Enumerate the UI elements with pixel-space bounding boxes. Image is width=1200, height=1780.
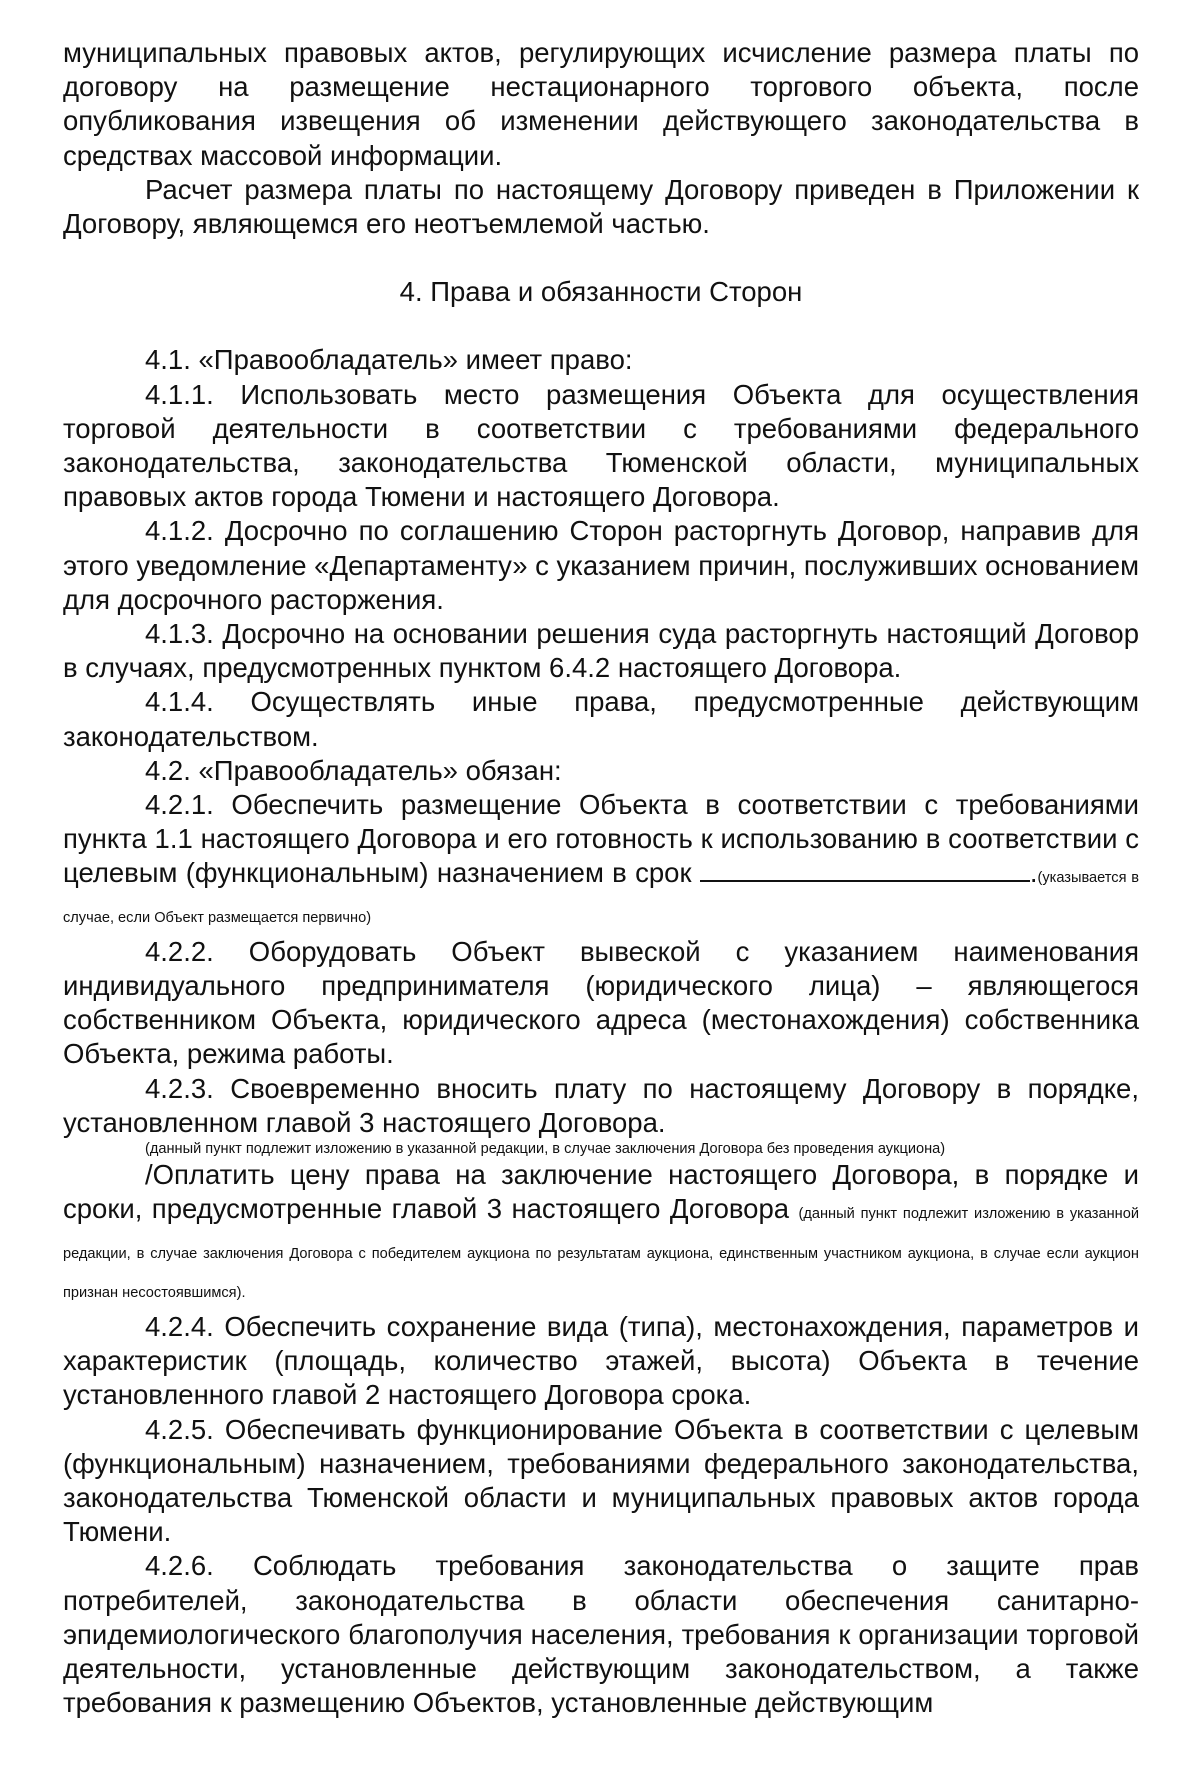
clause-4-1-3: 4.1.3. Досрочно на основании решения суда расторгнуть настоящий Договор в случаях, предусмотренных пунктом 6.4.2 настоящего Договора. bbox=[63, 618, 1139, 684]
clause-4-2-3-alt-note: (данный пункт подлежит изложению в указанной редакции, в случае заключения Договора с победителем аукциона по результатам аукциона, единственным участником аукциона, в случае если аукцион признан несостоявшимся). bbox=[63, 1206, 1139, 1301]
section-heading: 4. Права и обязанности Сторон bbox=[399, 276, 803, 308]
clause-4-2-3: 4.2.3. Своевременно вносить плату по настоящему Договору в порядке, установленном главой 3 настоящего Договора. bbox=[63, 1072, 1139, 1138]
document-page bbox=[63, 36, 1139, 1720]
clause-4-1: 4.1. «Правообладатель» имеет право: bbox=[145, 344, 633, 376]
clause-4-2-2: 4.2.2. Оборудовать Объект вывеской с указанием наименования индивидуального предпринимателя (юридического лица) – являющегося собственником Объекта, юридического адреса (местонахождения) собственника Объекта, режима работы. bbox=[63, 935, 1139, 1070]
clause-4-2-3-alternative bbox=[63, 1158, 1139, 1310]
clause-4-2-1-dot: . bbox=[1029, 857, 1038, 889]
clause-4-1-4: 4.1.4. Осуществлять иные права, предусмотренные действующим законодательством. bbox=[63, 686, 1139, 752]
clause-4-2-1-note: (указывается в случае, если Объект размещается первично) bbox=[63, 870, 1139, 926]
clause-4-1-2: 4.1.2. Досрочно по соглашению Сторон расторгнуть Договор, направив для этого уведомление «Департаменту» с указанием причин, послуживших основанием для досрочного расторжения. bbox=[63, 515, 1139, 615]
paragraph-payment-calculation: Расчет размера платы по настоящему Договору приведен в Приложении к Договору, являющемся его неотъемлемой частью. bbox=[63, 173, 1139, 240]
clause-4-2-5: 4.2.5. Обеспечивать функционирование Объекта в соответствии с целевым (функциональным) назначением, требованиями федерального законодательства, законодательства Тюменской области и муниципальных правовых актов города Тюмени. bbox=[63, 1413, 1139, 1548]
clause-4-1-1: 4.1.1. Использовать место размещения Объекта для осуществления торговой деятельности в соответствии с требованиями федерального законодательства, законодательства Тюменской области, муниципальных правовых актов города Тюмени и настоящего Договора. bbox=[63, 378, 1139, 513]
paragraph-intro-tail: муниципальных правовых актов, регулирующих исчисление размера платы по договору на размещение нестационарного торгового объекта, после опубликования извещения об изменении действующего законодательства в средствах массовой информации. bbox=[63, 37, 1139, 171]
clause-4-2-1-text: 4.2.1. Обеспечить размещение Объекта в соответствии с требованиями пункта 1.1 настоящего Договора и его готовность к использованию в соответствии с целевым (функциональным) назначением в срок bbox=[63, 789, 1139, 889]
date-blank-line bbox=[700, 858, 1030, 882]
clause-4-2-1 bbox=[63, 788, 1139, 935]
clause-4-2-6: 4.2.6. Соблюдать требования законодательства о защите прав потребителей, законодательства в области обеспечения санитарно-эпидемиологического благополучия населения, требования к организации торговой деятельности, установленные действующим законодательством, а также требования к размещению Объектов, установленные действующим bbox=[63, 1550, 1139, 1719]
clause-4-2-3-note: (данный пункт подлежит изложению в указанной редакции, в случае заключения Договора без проведения аукциона) bbox=[145, 1141, 946, 1158]
clause-4-2-4: 4.2.4. Обеспечить сохранение вида (типа), местонахождения, параметров и характеристик (площадь, количество этажей, высота) Объекта в течение установленного главой 2 настоящего Договора срока. bbox=[63, 1310, 1139, 1411]
clause-4-2-3-alt-text: /Оплатить цену права на заключение настоящего Договора, в порядке и сроки, предусмотренные главой 3 настоящего Договора bbox=[63, 1159, 1139, 1225]
clause-4-2: 4.2. «Правообладатель» обязан: bbox=[145, 754, 562, 786]
